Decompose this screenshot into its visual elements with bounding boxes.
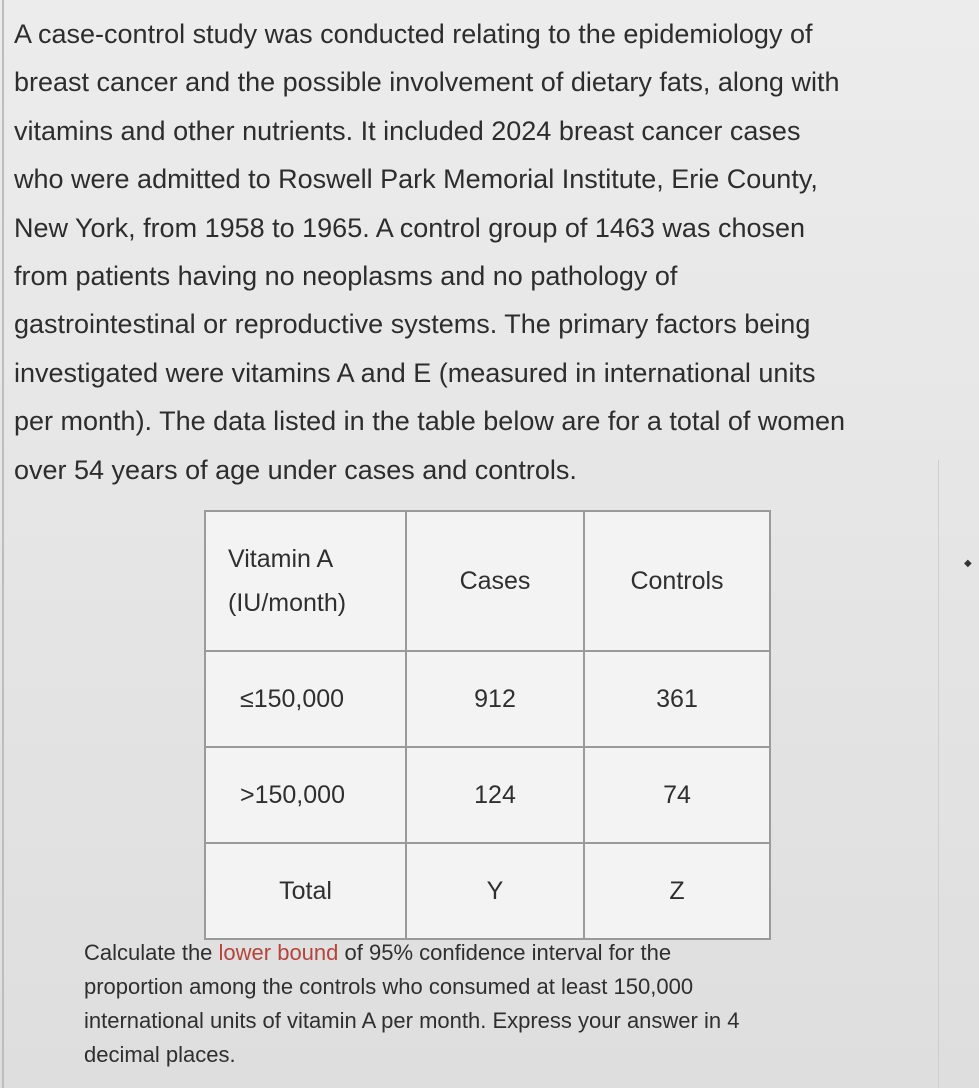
- header-cases: Cases: [406, 511, 584, 651]
- intro-line: from patients having no neoplasms and no pathology of: [14, 261, 678, 292]
- row-label: ≤150,000: [205, 651, 406, 747]
- row-label: >150,000: [205, 747, 406, 843]
- intro-line: New York, from 1958 to 1965. A control group of 1463 was chosen: [14, 212, 806, 243]
- intro-line: vitamins and other nutrients. It included 2024 breast cancer cases: [14, 115, 801, 146]
- question-line: [84, 936, 884, 970]
- intro-line: over 54 years of age under cases and controls.: [14, 454, 577, 485]
- intro-line: who were admitted to Roswell Park Memorial Institute, Erie County,: [14, 164, 818, 195]
- question-line: proportion among the controls who consumed at least 150,000: [84, 974, 694, 999]
- row-label-total: Total: [205, 843, 406, 939]
- header-vitamin-a-line2: (IU/month): [228, 589, 347, 617]
- table-row: [205, 843, 770, 939]
- controls-cell: 74: [584, 747, 770, 843]
- side-arrow-icon: ◆: [964, 558, 972, 569]
- header-vitamin-a-line1: Vitamin A: [228, 545, 334, 573]
- cases-cell: 124: [406, 747, 584, 843]
- header-vitamin-a: [205, 511, 406, 651]
- highlight-lower-bound: lower bound: [218, 940, 339, 965]
- left-border: [2, 0, 4, 1088]
- table-row: [205, 747, 770, 843]
- question-paragraph: [84, 936, 884, 1072]
- intro-line: investigated were vitamins A and E (measured in international units: [14, 357, 816, 388]
- intro-line: A case-control study was conducted relating to the epidemiology of: [14, 19, 813, 49]
- right-border: [938, 460, 939, 1088]
- controls-total-cell: Z: [584, 843, 770, 939]
- intro-line: breast cancer and the possible involvement of dietary fats, along with: [14, 67, 840, 98]
- question-line: decimal places.: [84, 1042, 236, 1067]
- table-header-row: [205, 511, 770, 651]
- intro-line: gastrointestinal or reproductive systems. The primary factors being: [14, 309, 811, 340]
- cases-cell: 912: [406, 651, 584, 747]
- vitamin-a-table: [204, 510, 771, 940]
- question-line: international units of vitamin A per month. Express your answer in 4: [84, 1008, 740, 1033]
- data-table-container: [204, 510, 771, 940]
- header-controls: Controls: [584, 511, 770, 651]
- question-text: Calculate the: [84, 940, 219, 965]
- cases-total-cell: Y: [406, 843, 584, 939]
- question-text: of 95% confidence interval for the: [338, 940, 672, 965]
- controls-cell: 361: [584, 651, 770, 747]
- intro-line: per month). The data listed in the table below are for a total of women: [14, 406, 845, 437]
- intro-paragraph: [14, 10, 944, 494]
- table-row: [205, 651, 770, 747]
